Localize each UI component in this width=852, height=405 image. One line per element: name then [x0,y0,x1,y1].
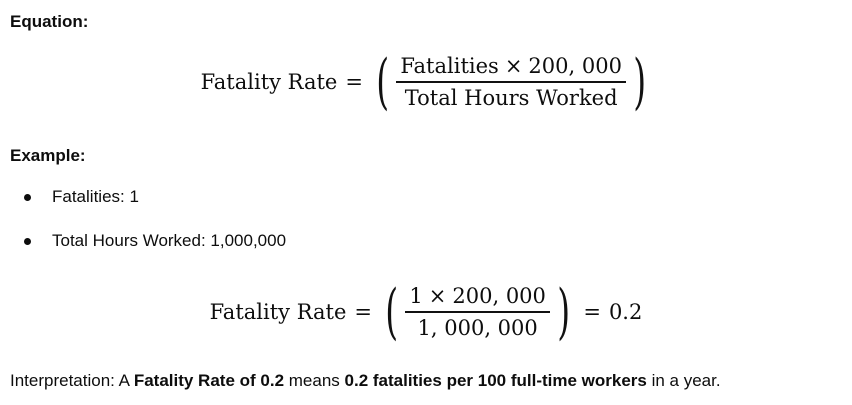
formula-equals-sign: = [345,70,363,94]
right-paren-icon: ) [557,277,571,347]
list-item-text: Fatalities: 1 [52,187,139,206]
fatality-rate-formula [0,47,852,117]
right-paren-icon: ) [633,47,647,117]
calc-numerator [405,284,550,311]
calc-equals-sign: = [354,300,372,324]
formula-denominator: Total Hours Worked [404,85,618,110]
list-item-text: Total Hours Worked: 1,000,000 [52,231,287,250]
example-heading: Example: [10,146,86,165]
numerator-constant: 200, 000 [528,54,622,79]
interp-suffix: in a year. [646,371,721,390]
bullet-icon [24,238,31,245]
calc-numerator-left: 1 [409,284,423,309]
calc-lhs: Fatality Rate [209,300,347,324]
formula-fraction [396,54,626,110]
calc-numerator-right: 200, 000 [452,284,546,309]
calc-result: 0.2 [608,300,643,324]
interp-bold-meaning: 0.2 fatalities per 100 full-time workers [344,371,647,390]
interp-bold-rate: Fatality Rate of 0.2 [133,371,285,390]
formula-lhs: Fatality Rate [200,70,338,94]
left-paren-icon: ( [376,47,390,117]
calc-denominator: 1, 000, 000 [417,315,538,340]
bullet-icon [24,194,31,201]
formula-numerator [396,54,626,81]
result-equals-sign: = [583,300,601,324]
interp-middle: means [284,371,345,390]
times-sign: × [428,284,447,309]
left-paren-icon: ( [385,277,399,347]
interp-prefix: Interpretation: A [10,371,134,390]
example-calculation [0,277,852,347]
equation-heading: Equation: [10,12,89,31]
example-list [22,186,286,252]
interpretation-text [10,371,721,391]
list-item [22,230,286,252]
numerator-term: Fatalities [400,54,499,79]
list-item [22,186,286,208]
calc-fraction [405,284,550,340]
times-sign: × [504,54,523,79]
